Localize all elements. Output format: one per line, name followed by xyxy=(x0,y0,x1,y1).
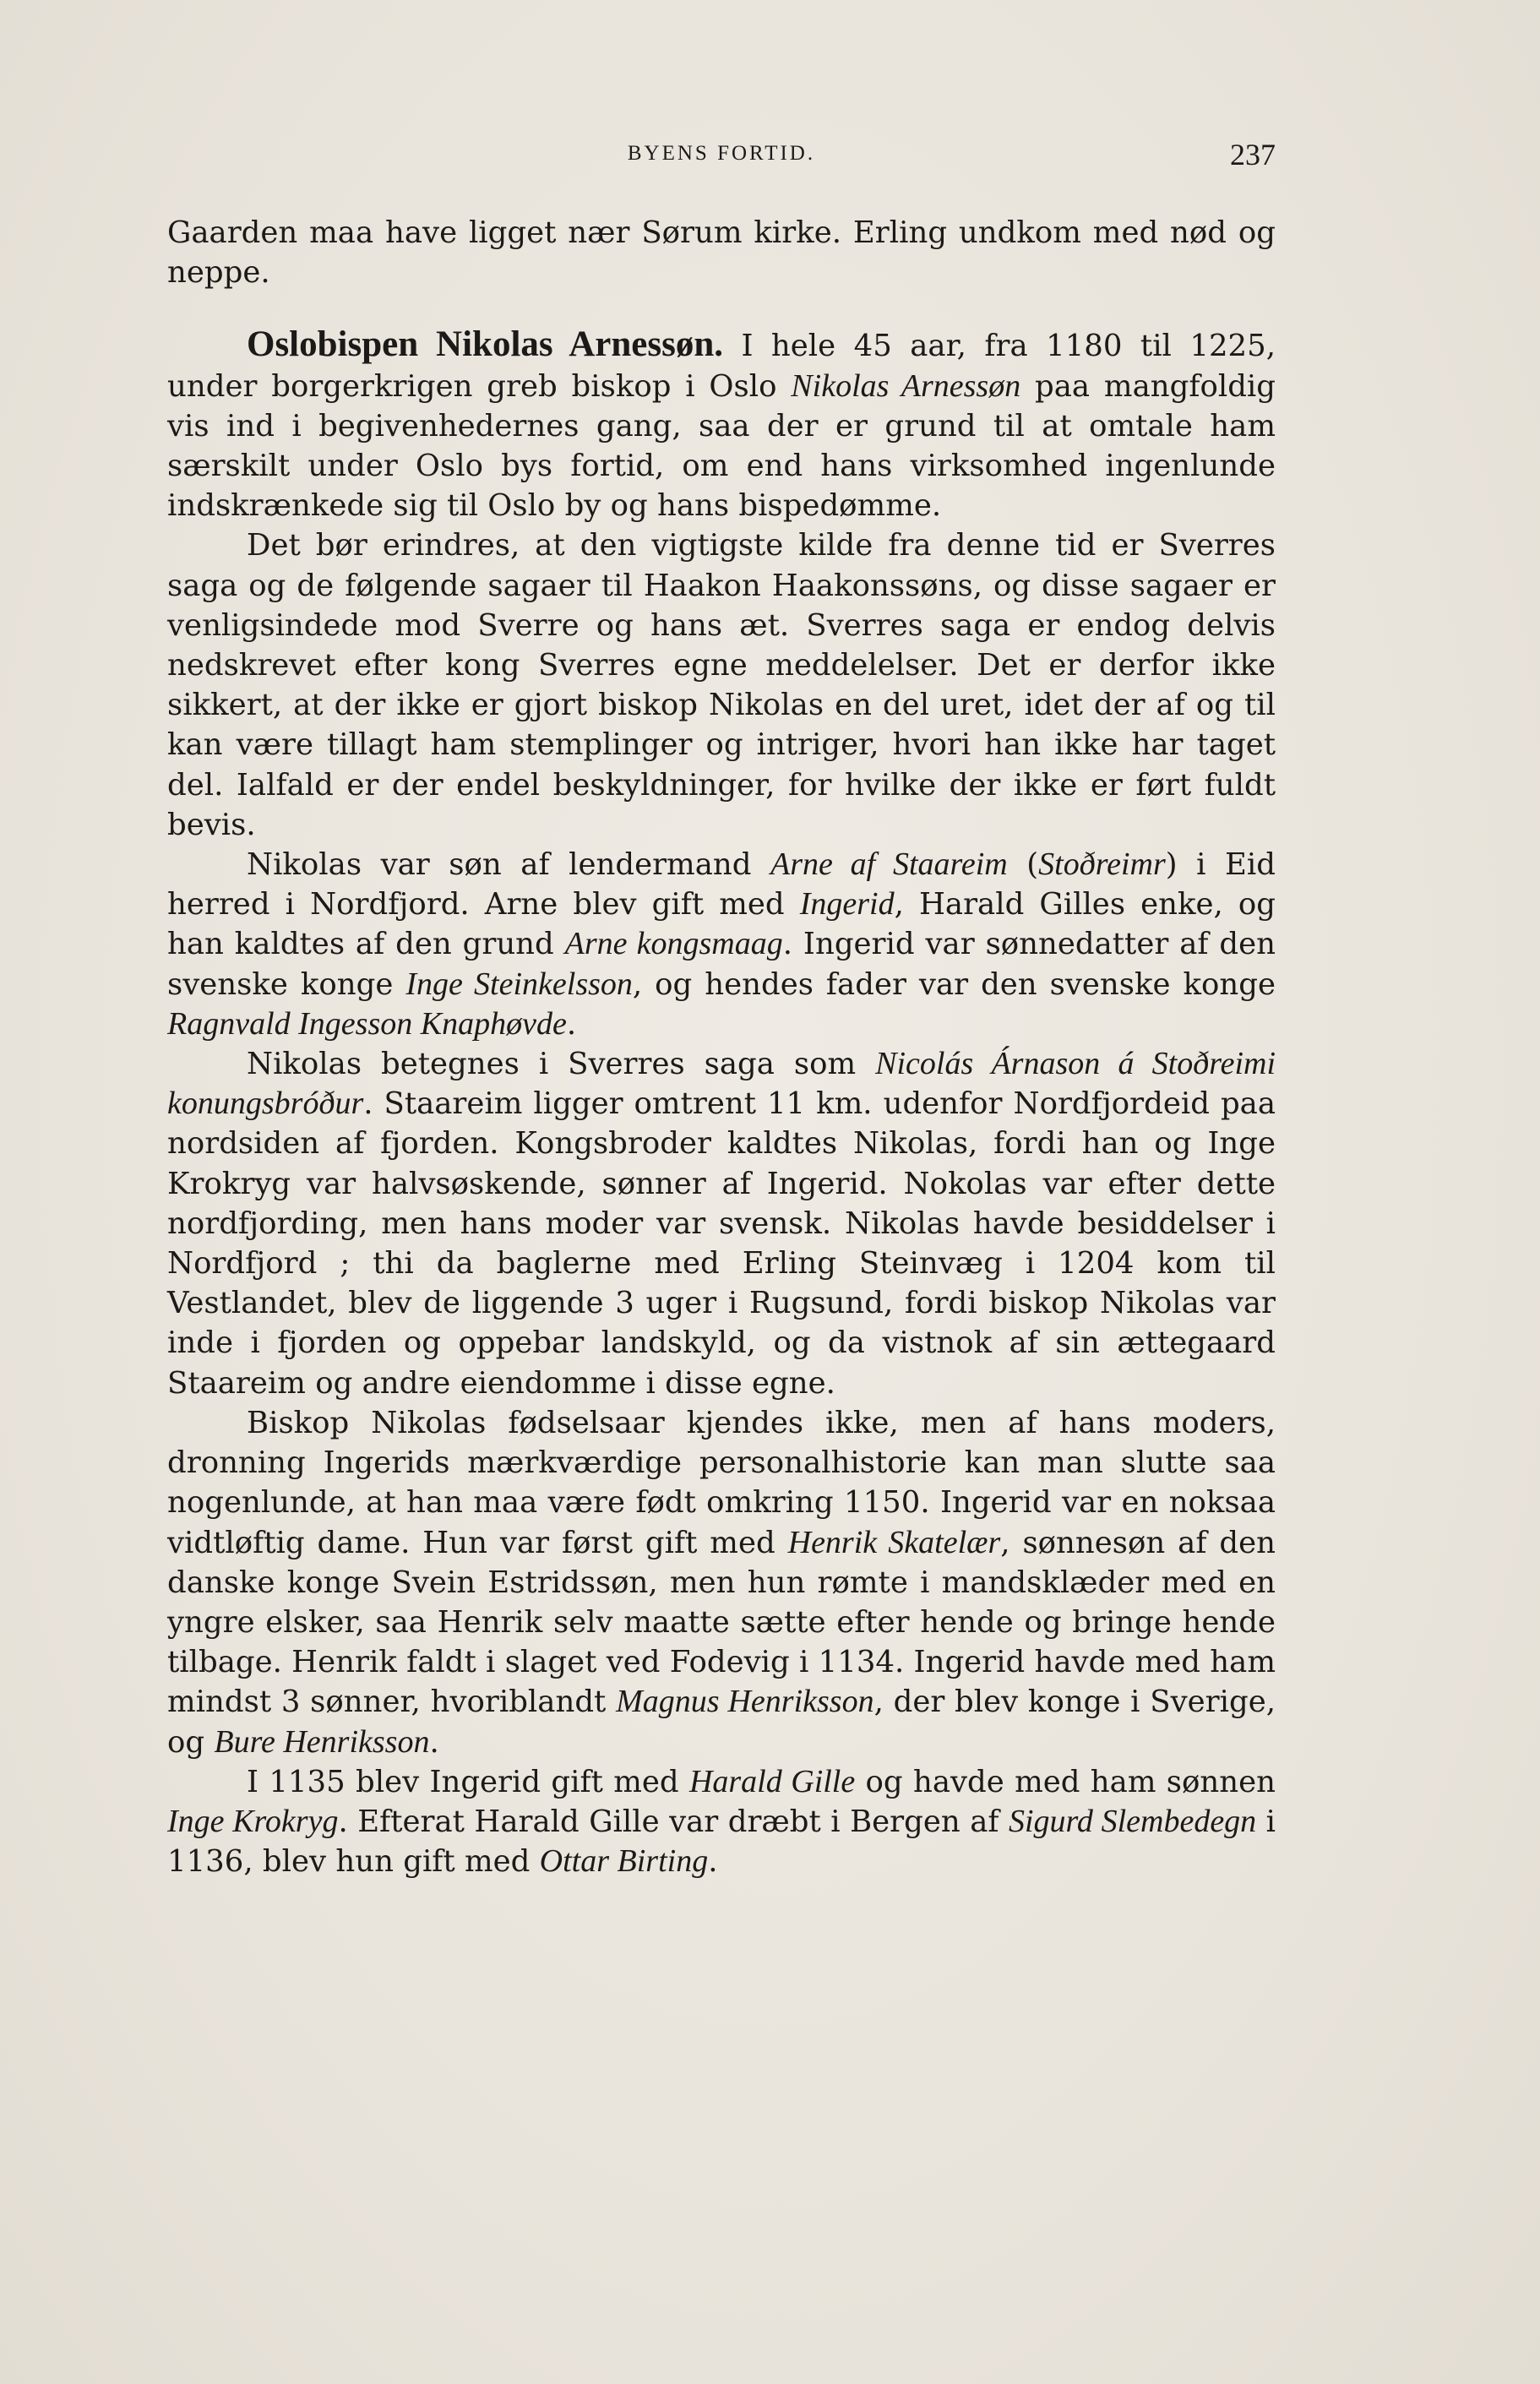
text-run: . Staareim ligger omtrent 11 km. udenfor Nordfjordeid paa nordsiden af fjorden. Kongsbroder kaldtes Nikolas, fordi han og Inge Krokryg var halvsøskende, sønner af Ingerid. Nokolas var efter dette nordfjording, men hans moder var svensk. Nikolas havde besiddelser i Nordfjord ; thi da baglerne med Erling Steinvæg i 1204 kom til Vestlandet, blev de liggende 3 uger i Rugsund, fordi biskop Nikolas var inde i fjorden og oppebar landskyld, og da vistnok af sin ættegaard Staareim og andre eiendomme i disse egne. xyxy=(167,1086,1276,1401)
paragraph-3 xyxy=(167,525,1276,845)
text-run: , sønnesøn af den danske konge Svein Estridssøn, men hun rømte i mandsklæder med en yngre elsker, saa Henrik selv maatte sætte efter hende og bringe hende tilbage. Henrik faldt i slaget ved Fodevig i 1134. Ingerid havde med ham mindst 3 sønner, hvoriblandt xyxy=(167,1525,1276,1720)
text-run: Gaarden maa have ligget nær Sørum kirke. Erling undkom med nød og neppe. xyxy=(167,215,1276,291)
text-run: . Efterat Harald Gille var dræbt i Bergen af xyxy=(338,1804,1009,1839)
text-run: Nikolas var søn af lendermand xyxy=(247,847,771,883)
text-run: og havde med ham sønnen xyxy=(855,1764,1276,1799)
italic-name: Stoðreimr xyxy=(1038,846,1166,883)
body-text xyxy=(167,213,1276,1881)
page-number: 237 xyxy=(1230,138,1276,171)
text-run: , der blev konge i Sverige, og xyxy=(167,1685,1276,1760)
italic-name: Ragnvald Ingesson Knaphøvde xyxy=(167,1005,567,1042)
text-run: I 1135 blev Ingerid gift med xyxy=(247,1764,689,1799)
italic-name: Henrik Skatelær xyxy=(787,1524,1001,1560)
italic-name: Bure Henriksson xyxy=(214,1723,430,1760)
italic-name: Ingerid xyxy=(799,886,895,923)
text-run: paa mangfoldig vis ind i begivenhedernes gang, saa der er grund til at omtale ham særskilt under Oslo bys fortid, om end hans virksomhed ingenlunde indskrænkede sig til Oslo by og hans bispedømme. xyxy=(167,368,1276,524)
text-run: . xyxy=(708,1844,718,1880)
paragraph-1 xyxy=(167,213,1276,292)
italic-name: Nicolás Árnason á Stoðreimi konungsbróður xyxy=(167,1046,1276,1122)
section-title: Oslobispen Nikolas Arnessøn. xyxy=(247,324,723,365)
paragraph-section-heading xyxy=(167,324,1276,525)
italic-name: Ottar Birting xyxy=(539,1843,709,1880)
italic-name: Inge Steinkelsson xyxy=(405,966,633,1002)
text-run: Nikolas betegnes i Sverres saga som xyxy=(247,1047,876,1082)
text-run: Det bør erindres, at den vigtigste kilde fra denne tid er Sverres saga og de følgende sagaer til Haakon Haakonssøns, og disse sagaer er venligsindede mod Sverre og hans æt. Sverres saga er endog delvis nedskrevet efter kong Sverres egne meddelelser. Det er derfor ikke sikkert, at der ikke er gjort biskop Nikolas en del uret, idet der af og til kan være tillagt ham stemplinger og intriger, hvori han ikke har taget del. Ialfald er der endel beskyldninger, for hvilke der ikke er ført fuldt bevis. xyxy=(167,528,1276,842)
italic-name: Harald Gille xyxy=(688,1763,856,1799)
italic-name: Arne af Staareim xyxy=(770,846,1008,883)
page-header xyxy=(167,138,1276,176)
italic-name: Magnus Henriksson xyxy=(616,1684,874,1720)
italic-name: Sigurd Slembedegn xyxy=(1008,1803,1257,1839)
text-run: , Harald Gilles enke, og han kaldtes af den grund xyxy=(167,887,1276,962)
paragraph-6 xyxy=(167,1403,1276,1762)
text-run: . Ingerid var sønnedatter af den svenske konge xyxy=(167,927,1276,1002)
italic-name: Nikolas Arnessøn xyxy=(791,367,1021,404)
text-run: ) i Eid herred i Nordfjord. Arne blev gift med xyxy=(167,847,1276,923)
text-run: . xyxy=(429,1724,439,1760)
italic-name: Inge Krokryg xyxy=(167,1803,339,1839)
text-run: ( xyxy=(1007,847,1039,883)
paragraph-5 xyxy=(167,1044,1276,1403)
italic-name: Arne kongsmaag xyxy=(564,926,783,962)
text-run: , og hendes fader var den svenske konge xyxy=(632,966,1276,1002)
text-run: Biskop Nikolas fødselsaar kjendes ikke, men af hans moders, dronning Ingerids mærkværdige personalhistorie kan man slutte saa nogenlunde, at han maa være født omkring 1150. Ingerid var en noksaa vidtløftig dame. Hun var først gift med xyxy=(167,1405,1276,1560)
text-run: I hele 45 aar, fra 1180 til 1225, under borgerkrigen greb biskop i Oslo xyxy=(167,329,1276,404)
paragraph-4 xyxy=(167,845,1276,1044)
text-run: i 1136, blev hun gift med xyxy=(167,1804,1276,1880)
running-title: BYENS FORTID. xyxy=(627,142,816,165)
text-run: . xyxy=(566,1006,577,1042)
paragraph-7 xyxy=(167,1762,1276,1882)
